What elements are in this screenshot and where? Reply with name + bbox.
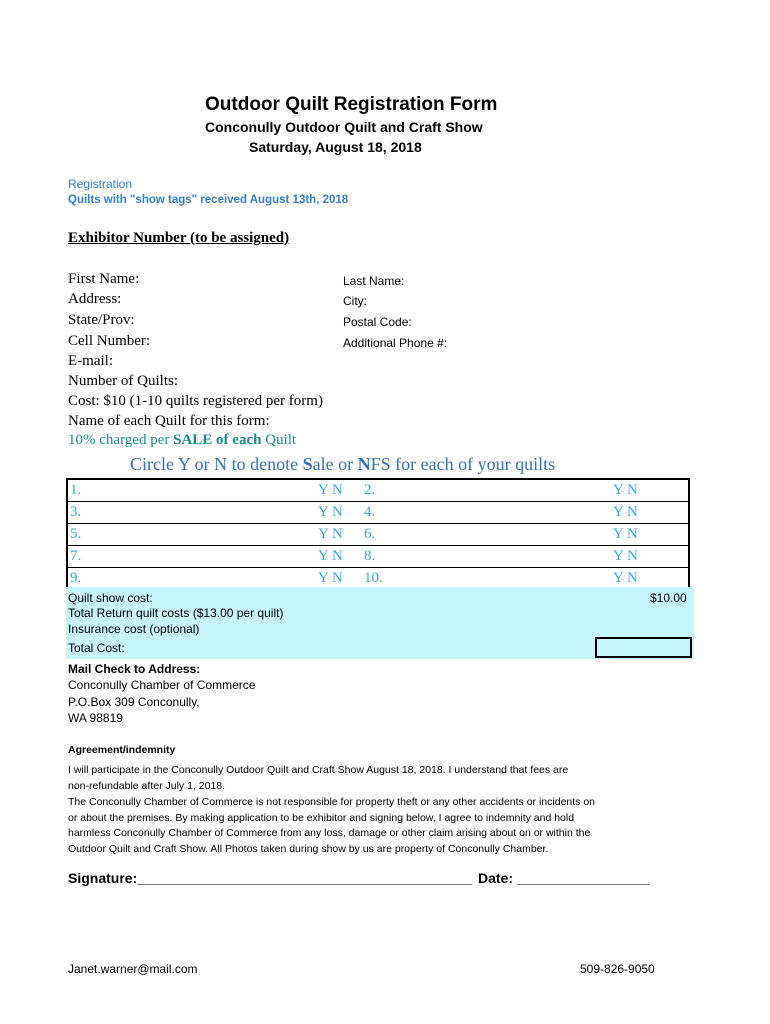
quilt-row — [68, 545, 688, 567]
form-title: Outdoor Quilt Registration Form — [205, 94, 498, 115]
quilt-number-right[interactable]: 6. — [364, 526, 376, 542]
mail-heading: Mail Check to Address: — [68, 662, 201, 676]
quilt-number-left[interactable]: 7. — [70, 548, 82, 564]
yn-choice-left[interactable]: Y N — [318, 526, 343, 542]
yn-choice-left[interactable]: Y N — [318, 548, 343, 564]
quilt-number-right[interactable]: 2. — [364, 482, 376, 498]
instruction-part1: Circle Y or N to denote — [130, 454, 303, 474]
event-name: Conconully Outdoor Quilt and Craft Show — [205, 119, 483, 135]
circle-instruction — [130, 454, 555, 475]
quilt-row — [68, 567, 688, 589]
number-of-quilts-label: Number of Quilts: — [68, 373, 178, 389]
address-label: Address: — [68, 291, 122, 307]
exhibitor-number-label: Exhibitor Number (to be assigned) — [68, 230, 290, 246]
state-label: State/Prov: — [68, 312, 135, 328]
cost-label: Cost: $10 (1-10 quilts registered per form) — [68, 393, 323, 409]
quilt-row — [68, 501, 688, 523]
yn-choice-right[interactable]: Y N — [613, 482, 638, 498]
yn-choice-left[interactable]: Y N — [318, 482, 343, 498]
return-cost-label: Total Return quilt costs ($13.00 per quilt) — [68, 606, 284, 620]
sale-charge-note — [68, 432, 296, 449]
yn-choice-right[interactable]: Y N — [613, 570, 638, 586]
total-cost-field[interactable] — [595, 637, 692, 658]
yn-choice-right[interactable]: Y N — [613, 504, 638, 520]
agreement-line: I will participate in the Conconully Outdoor Quilt and Craft Show August 18, 2018. I understand that fees are — [68, 764, 569, 776]
quilt-number-right[interactable]: 8. — [364, 548, 376, 564]
quilt-number-left[interactable]: 3. — [70, 504, 82, 520]
agreement-line: The Conconully Chamber of Commerce is not responsible for property theft or any other accidents or incidents on — [68, 796, 596, 808]
total-cost-label: Total Cost: — [68, 641, 125, 655]
city-label: City: — [343, 294, 367, 308]
quilt-number-left[interactable]: 9. — [70, 570, 82, 586]
yn-choice-right[interactable]: Y N — [613, 548, 638, 564]
quilt-number-left[interactable]: 5. — [70, 526, 82, 542]
quilt-number-right[interactable]: 4. — [364, 504, 376, 520]
email-label: E-mail: — [68, 353, 113, 369]
registration-note: Quilts with "show tags" received August 13th, 2018 — [68, 194, 349, 206]
mail-line2: P.O.Box 309 Conconully, — [68, 695, 200, 709]
registration-label: Registration — [68, 177, 133, 191]
date-field[interactable]: Date: _________________ — [478, 870, 650, 886]
additional-phone-label: Additional Phone #: — [343, 336, 448, 350]
instruction-s: S — [302, 454, 313, 474]
mail-line3: WA 98819 — [68, 711, 123, 725]
agreement-line: Outdoor Quilt and Craft Show. All Photos taken during show by us are property of Conconully Chamber. — [68, 843, 549, 855]
cell-number-label: Cell Number: — [68, 333, 151, 349]
agreement-heading: Agreement/indemnity — [68, 744, 176, 756]
quilt-number-left[interactable]: 1. — [70, 482, 82, 498]
quilt-names-label: Name of each Quilt for this form: — [68, 413, 270, 429]
charge-prefix: 10% charged per — [68, 432, 174, 448]
agreement-line: harmless Conconully Chamber of Commerce from any loss, damage or other claim arising about on or within the — [68, 827, 591, 839]
instruction-part3: FS for each of your quilts — [370, 454, 556, 474]
quilt-row — [68, 480, 688, 501]
last-name-label: Last Name: — [343, 274, 405, 288]
show-cost-label: Quilt show cost: — [68, 591, 153, 605]
show-cost-value: $10.00 — [650, 591, 687, 605]
charge-suffix: Quilt — [261, 432, 297, 448]
quilt-row — [68, 523, 688, 545]
contact-email: Janet.warner@mail.com — [68, 962, 198, 976]
yn-choice-right[interactable]: Y N — [613, 526, 638, 542]
agreement-line: or about the premises. By making application to be exhibitor and signing below, I agree to indemnity and hold — [68, 812, 575, 824]
contact-phone: 509-826-9050 — [580, 962, 655, 976]
postal-code-label: Postal Code: — [343, 315, 412, 329]
instruction-part2: ale or — [312, 454, 358, 474]
quilt-number-right[interactable]: 10. — [364, 570, 383, 586]
yn-choice-left[interactable]: Y N — [318, 504, 343, 520]
yn-choice-left[interactable]: Y N — [318, 570, 343, 586]
first-name-label: First Name: — [68, 271, 140, 287]
insurance-cost-label: Insurance cost (optional) — [68, 622, 200, 636]
quilt-grid — [66, 478, 690, 591]
instruction-n: N — [357, 454, 371, 474]
signature-field[interactable]: Signature:___________________________________________ — [68, 870, 473, 886]
mail-line1: Conconully Chamber of Commerce — [68, 678, 256, 692]
event-date: Saturday, August 18, 2018 — [249, 139, 422, 155]
charge-bold: SALE of each — [173, 432, 262, 448]
agreement-line: non-refundable after July 1, 2018. — [68, 780, 226, 792]
